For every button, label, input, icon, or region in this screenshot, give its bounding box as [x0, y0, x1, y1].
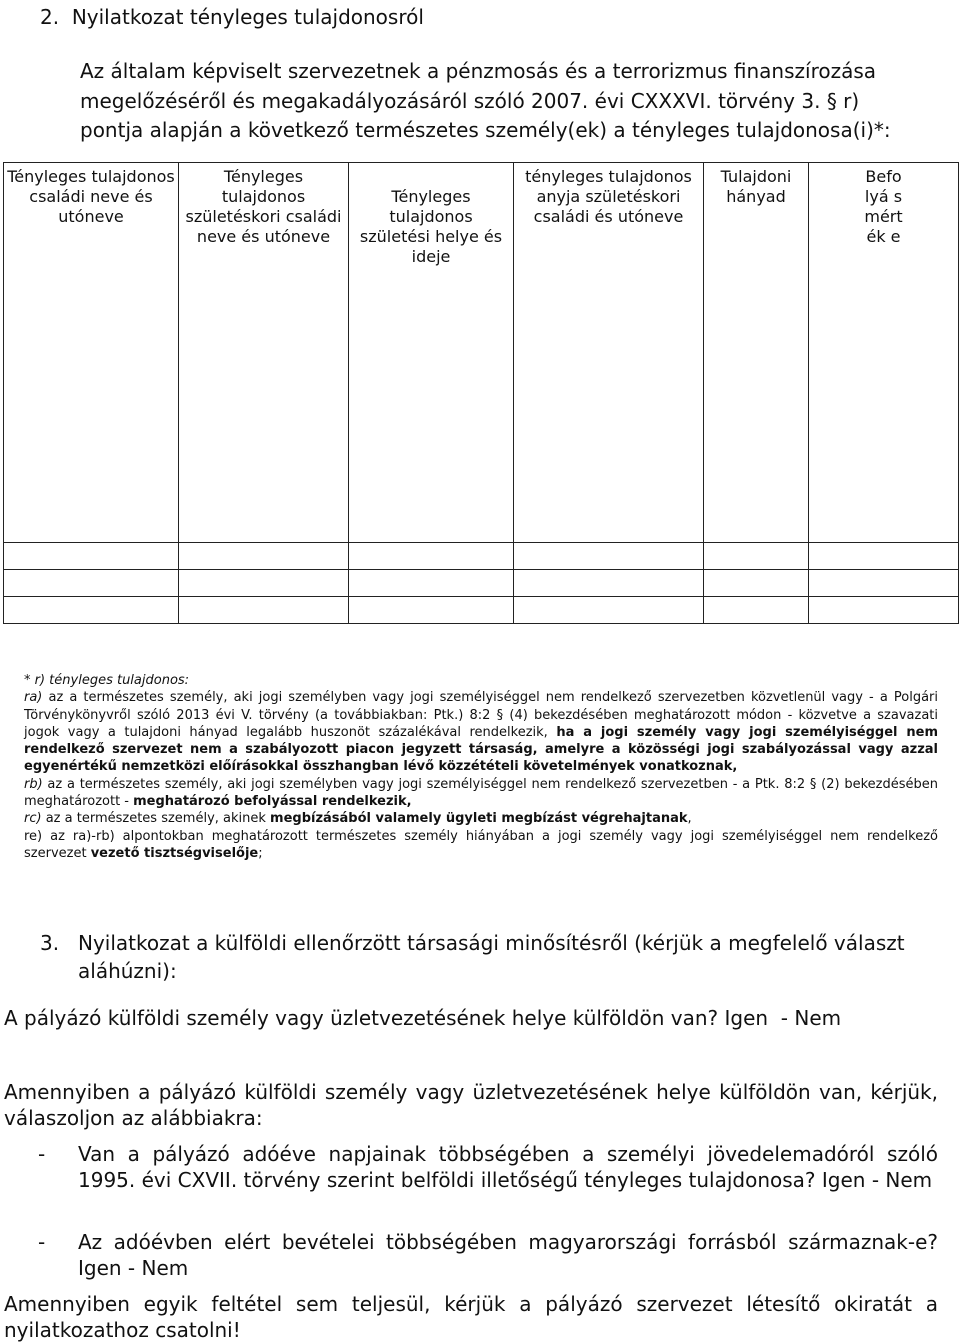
- note-ra: ra) az a természetes személy, aki jogi személyben vagy jogi személyiséggel nem rendelkező szervezetben közvetlenül vagy - a Polgári Törvénykönyvről szóló 2013 évi V. törvény (a továbbiakban: Ptk.) 8:2 § (4) bekezdésében meghatározott módon - közvetve a szavazati jogok vagy a tulajdoni hányad legalább huszonöt százalékával rendelkezik, ha a jogi személy vagy jogi személyiséggel nem rendelkező szervezet nem a szabályozott piacon jegyzett társaság, amelyre a közösségi jogi szabályozással vagy azzal egyenértékű nemzetközi előírásokkal összhangban lévő közzétételi követelmények vonatkoznak,: [24, 690, 938, 775]
- column-header-influence-degree-text: Befolyá s mérték e: [864, 167, 903, 246]
- section-3-title-line-2: aláhúzni):: [78, 959, 177, 983]
- table-row: [4, 570, 959, 597]
- note-rc: rc) az a természetes személy, akinek megbízásából valamely ügyleti megbízást végrehajtanak,: [24, 811, 692, 827]
- table-cell[interactable]: [4, 570, 179, 597]
- table-cell[interactable]: [809, 570, 959, 597]
- table-cell[interactable]: [514, 570, 704, 597]
- column-header-birth-name: Tényleges tulajdonos születéskori családi neve és utóneve: [179, 163, 349, 543]
- section-3-title-line-1: Nyilatkozat a külföldi ellenőrzött társasági minősítésről (kérjük a megfelelő választ: [78, 931, 905, 955]
- section-2-intro-line-2: megelőzéséről és megakadályozásáról szóló 2007. évi CXXXVI. törvény 3. § r): [80, 89, 860, 113]
- column-header-mother-name: tényleges tulajdonos anyja születéskori családi és utóneve: [514, 163, 704, 543]
- section-2-intro-line-1: Az általam képviselt szervezetnek a pénzmosás és a terrorizmus finanszírozása: [80, 59, 877, 83]
- note-re: re) az ra)-rb) alpontokban meghatározott természetes személy hiányában a jogi személy vagy jogi személyiséggel nem rendelkező szervezet vezető tisztségviselője;: [24, 828, 938, 861]
- list-item-text: Az adóévben elért bevételei többségében magyarországi forrásból származnak-e? Igen - Nem: [78, 1230, 938, 1280]
- table-cell[interactable]: [179, 597, 349, 624]
- beneficial-owner-table: [3, 162, 959, 624]
- column-header-name: Tényleges tulajdonos családi neve és utóneve: [4, 163, 179, 543]
- note-rb: rb) az a természetes személy, aki jogi személyben vagy jogi személyiséggel nem rendelkező szervezetben - a Ptk. 8:2 § (2) bekezdésében meghatározott - meghatározó befolyással rendelkezik,: [24, 776, 938, 810]
- column-header-birth-place-date: Tényleges tulajdonos születési helye és ideje: [349, 163, 514, 543]
- table-row: [4, 543, 959, 570]
- table-header-row: [4, 163, 959, 543]
- table-cell[interactable]: [349, 543, 514, 570]
- closing-instruction: Amennyiben egyik feltétel sem teljesül, kérjük a pályázó szervezet létesítő okiratát a nyilatkozathoz csatolni!: [4, 1292, 938, 1342]
- beneficial-owner-definition-notes: [4, 672, 938, 862]
- section-3-number: 3.: [40, 931, 60, 955]
- table-cell[interactable]: [514, 543, 704, 570]
- conditional-instruction: Amennyiben a pályázó külföldi személy vagy üzletvezetésének helye külföldön van, kérjük, válaszoljon az alábbiakra:: [4, 1080, 938, 1130]
- section-2-intro-line-3: pontja alapján a következő természetes személy(ek) a tényleges tulajdonosa(i)*:: [80, 118, 891, 142]
- list-item-text: Van a pályázó adóéve napjainak többségében a személyi jövedelemadóról szóló 1995. évi CXVII. törvény szerint belföldi illetőségű tényleges tulajdonosa? Igen - Nem: [78, 1142, 938, 1192]
- table-cell[interactable]: [704, 597, 809, 624]
- section-2-title: Nyilatkozat tényleges tulajdonosról: [71, 5, 424, 29]
- section-2-number: 2.: [40, 5, 60, 29]
- column-header-influence-degree: [809, 163, 959, 543]
- table-cell[interactable]: [809, 597, 959, 624]
- table-cell[interactable]: [704, 570, 809, 597]
- table-row: [4, 597, 959, 624]
- notes-heading: * r) tényleges tulajdonos:: [24, 673, 190, 688]
- table-cell[interactable]: [809, 543, 959, 570]
- section-2-heading: [40, 4, 424, 30]
- table-cell[interactable]: [4, 597, 179, 624]
- table-cell[interactable]: [4, 543, 179, 570]
- table-cell[interactable]: [349, 597, 514, 624]
- table-cell[interactable]: [179, 543, 349, 570]
- foreign-status-question: A pályázó külföldi személy vagy üzletvezetésének helye külföldön van? Igen - Nem: [4, 1006, 842, 1030]
- table-cell[interactable]: [179, 570, 349, 597]
- column-header-ownership-share: Tulajdoni hányad: [704, 163, 809, 543]
- list-bullet: -: [38, 1142, 46, 1166]
- list-bullet: -: [38, 1230, 46, 1254]
- table-cell[interactable]: [704, 543, 809, 570]
- table-cell[interactable]: [514, 597, 704, 624]
- table-cell[interactable]: [349, 570, 514, 597]
